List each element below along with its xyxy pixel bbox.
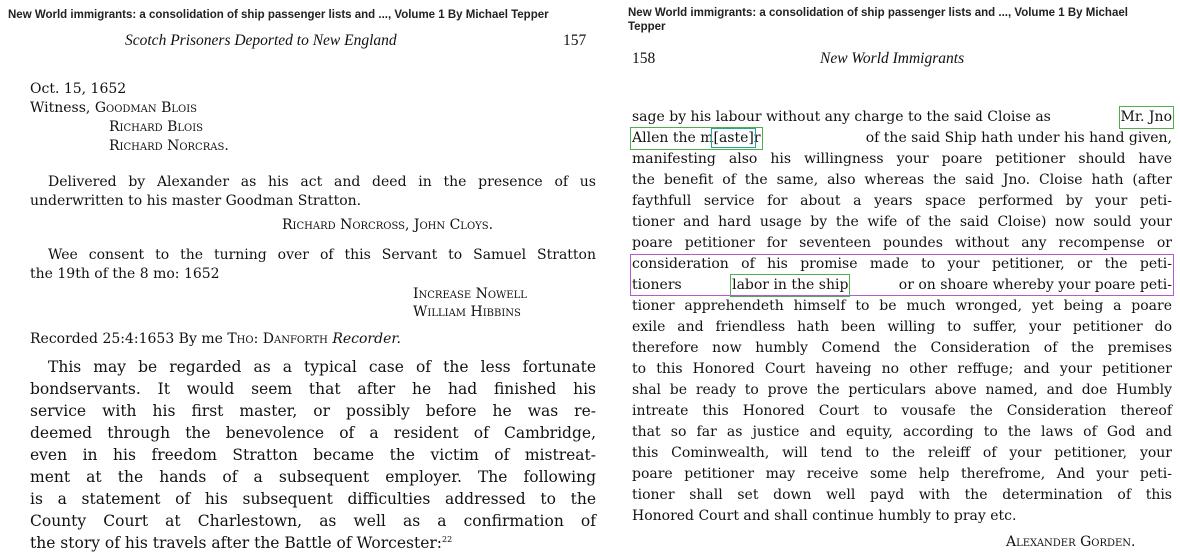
highlight-name: Mr. Jno [1121,108,1172,127]
text-line: poare petitioner may receive some help therefrome, And your peti- [632,466,1172,482]
delivered-line: Delivered by Alexander as his act and deed in the presence of us [48,174,596,190]
commentary-line: bondservants. It would seem that after he had finished his [30,380,596,398]
text-line: shal be ready to prove the perticulars above named, and doe Humbly [632,382,1172,398]
text-line: poare petitioner for seventeen poundes without any recompense or [632,235,1172,251]
text-segment: tioners [632,277,682,293]
witness-name: Richard Blois [109,119,204,135]
text-line: manifesting also his willingness your poare petitioner should have [632,151,1172,167]
text-segment: sage by his labour without any charge to the said Cloise as [632,109,1051,125]
highlight-name [632,129,761,148]
commentary-line: even in his freedom Stratton became the victim of mistreat- [30,446,596,464]
date-line: Oct. 15, 1652 [30,81,127,97]
consent-signer: William Hibbins [413,304,521,320]
commentary-line: This may be regarded as a typical case of the less fortunate [48,358,596,376]
commentary-line: County Court at Charlestown, as well as a confirmation of [30,512,596,530]
running-head: Scotch Prisoners Deported to New England [125,32,397,49]
recorded-name: Tho: Danforth [227,331,328,347]
text-line: to this Honored Court haveing no other reffuge; and your petitioner [632,361,1172,377]
page-number: 158 [632,50,656,67]
consent-line: Wee consent to the turning over of this Servant to Samuel Stratton [48,247,596,263]
witness-name: Goodman Blois [94,100,198,116]
right-page [618,0,1180,560]
delivered-signers: Richard Norcross, John Cloys. [282,217,494,233]
footnote-ref: 22 [442,534,453,544]
text-line: tioner shall set down well payd with the determination of this [632,487,1172,503]
text-line: this Cominwealth, will tend to the releiff of your petitioner, your [632,445,1172,461]
witness-label: Witness, [30,100,91,116]
text-line [632,129,1172,148]
text-segment: Allen the m [632,130,714,146]
witness-line [30,99,197,118]
commentary-line: ment at the hands of a subsequent employer. The following [30,468,596,486]
recorded-prefix: Recorded 25:4:1653 By me [30,331,223,347]
commentary-line [30,534,452,552]
consent-line: the 19th of the 8 mo: 1652 [30,266,220,282]
text-line: consideration of his promise made to your petitioner, or the peti- [632,256,1172,272]
text-segment: r [753,130,761,146]
running-head: New World Immigrants [820,50,965,67]
text-line [632,276,1172,295]
commentary-line: service with his first master, or possibly before he was re- [30,402,596,420]
text-line: the benefit of the same, also whereas the said Jno. Cloise hath (after [632,172,1172,188]
text-line [632,108,1172,127]
text-segment: of the said Ship hath under his hand given, [865,130,1172,146]
text-line: tioner and hard usage by the wife of the said Cloise) now sould your [632,214,1172,230]
recorded-line [30,330,401,349]
highlight-phrase: labor in the ship [732,276,848,295]
highlight-editorial: [aste] [713,130,754,146]
page-number: 157 [563,32,587,49]
recorded-title: Recorder. [332,331,401,347]
commentary-line: deemed through the benevolence of a resident of Cambridge, [30,424,596,442]
source-caption: New World immigrants: a consolidation of ship passenger lists and ..., Volume 1 By Michael [628,7,1128,19]
signature: Alexander Gorden. [1006,534,1136,550]
witness-name: Richard Norcras. [109,138,229,154]
commentary-line: is a statement of his subsequent difficulties addressed to the [30,490,596,508]
text-line: tioner apprehendeth himself to be much wronged, yet being a poare [632,298,1172,314]
text-line: therefore now humbly Comend the Consideration of the premises [632,340,1172,356]
text-segment: or on shoare whereby your poare peti- [898,277,1172,293]
commentary-last: the story of his travels after the Battle of Worcester: [30,534,443,552]
source-caption: Tepper [628,21,666,33]
text-line: exile and friendless hath been willing to suffer, your petitioner do [632,319,1172,335]
consent-signer: Increase Nowell [413,286,527,302]
delivered-line: underwritten to his master Goodman Stratton. [30,193,362,209]
text-line: that so far as justice and equity, according to the laws of God and [632,424,1172,440]
text-line: Honored Court and shall continue humbly to pray etc. [632,508,1017,524]
text-line: faythfull service for about a years space performed by your peti- [632,193,1172,209]
source-caption: New World immigrants: a consolidation of ship passenger lists and ..., Volume 1 By Michael Tepper [8,9,549,21]
text-line: intreate this Honored Court to vousafe the Consideration thereof [632,403,1172,419]
